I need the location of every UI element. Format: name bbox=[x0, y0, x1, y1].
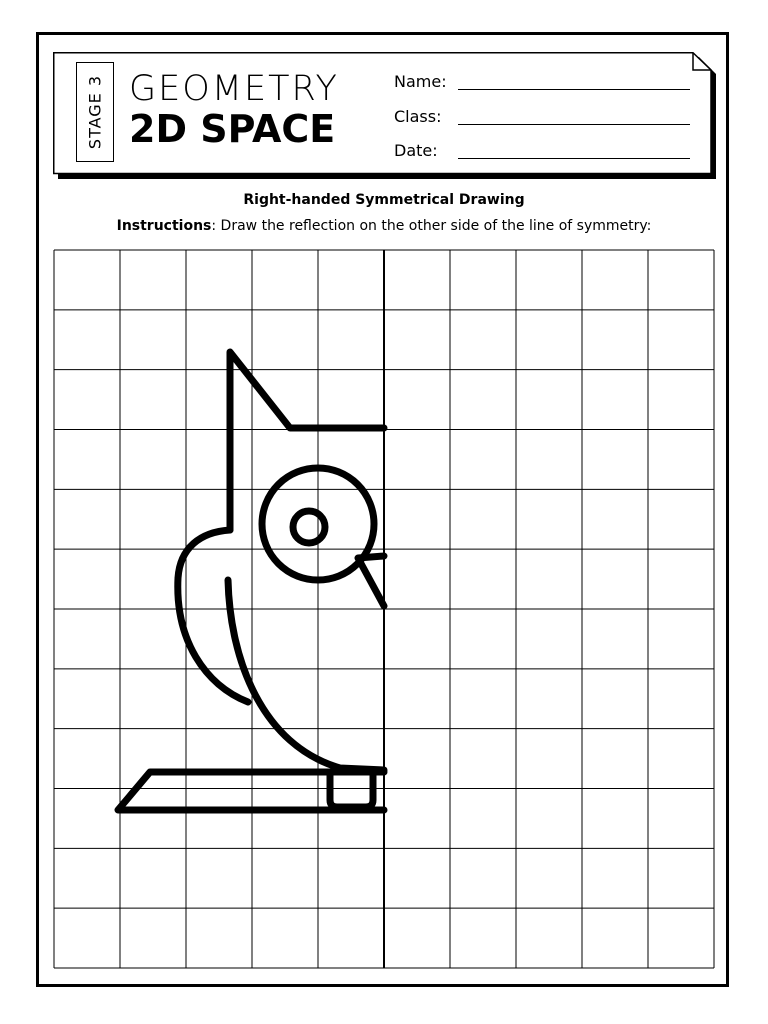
owl-beak bbox=[358, 556, 384, 606]
owl-eye-inner bbox=[293, 511, 325, 543]
class-label: Class: bbox=[394, 107, 442, 126]
name-label: Name: bbox=[394, 72, 447, 91]
instructions-text: : Draw the reflection on the other side of the line of symmetry: bbox=[211, 218, 652, 234]
owl-foot bbox=[330, 774, 373, 807]
instructions-heading: Instructions bbox=[116, 218, 212, 234]
title-2d-space: 2D SPACE bbox=[129, 107, 336, 151]
owl-ear bbox=[230, 352, 384, 530]
drawing-title: Right-handed Symmetrical Drawing bbox=[243, 192, 525, 208]
date-label: Date: bbox=[394, 141, 438, 160]
owl-body-outline bbox=[178, 530, 248, 702]
owl-half-drawing bbox=[118, 352, 384, 810]
title-geometry: GEOMETRY bbox=[129, 69, 339, 109]
stage-label: STAGE 3 bbox=[85, 74, 105, 150]
